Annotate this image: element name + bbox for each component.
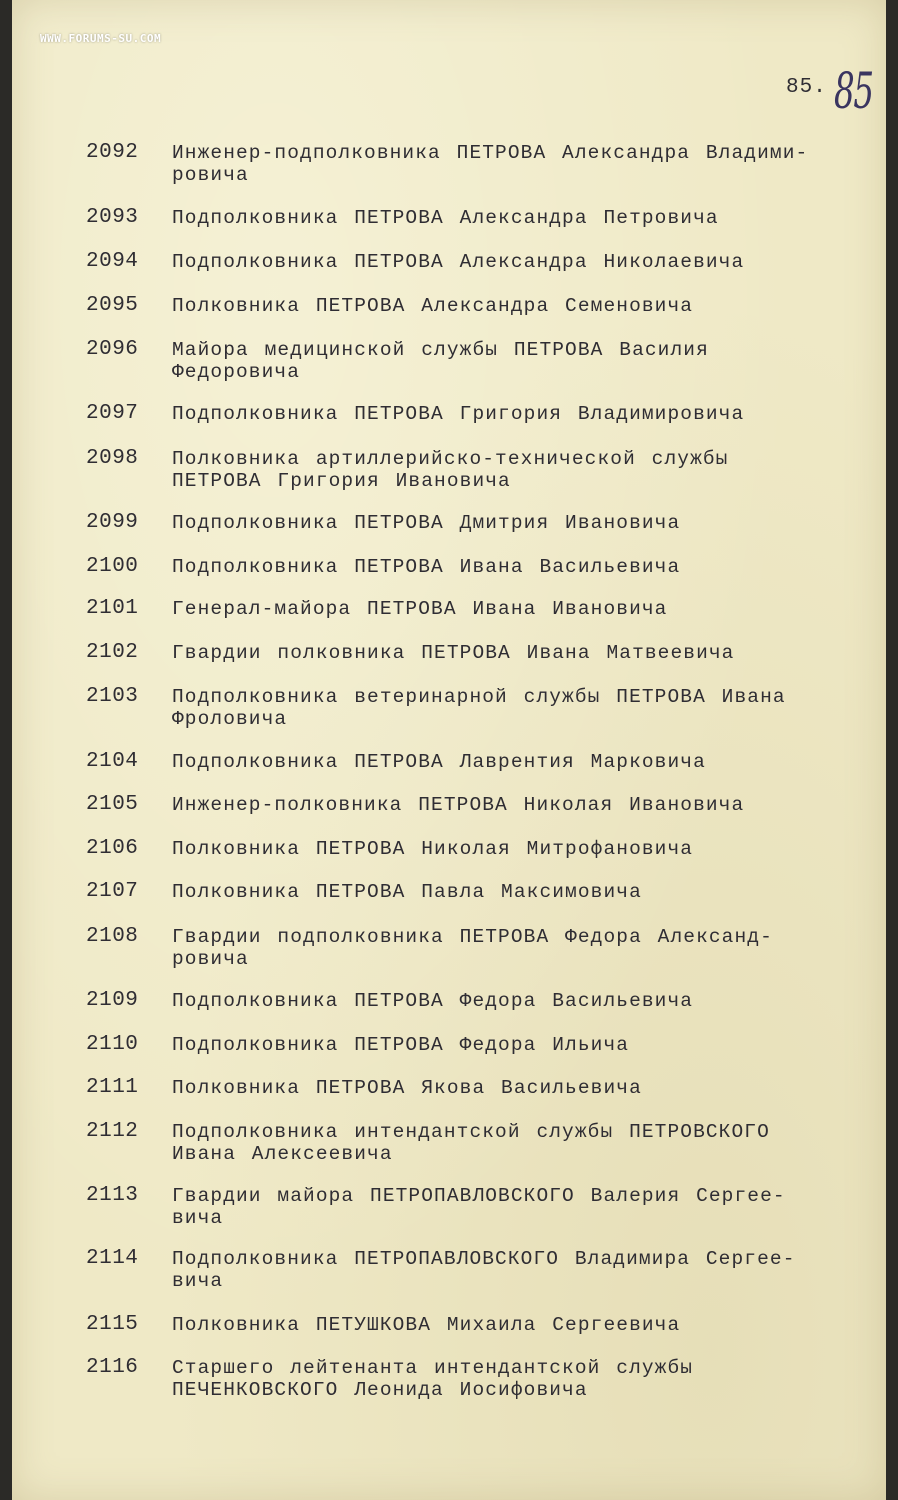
entry-number: 2116 [86, 1356, 139, 1379]
entry-line: Подполковника ПЕТРОВА Александра Петровича [172, 207, 719, 229]
entry-text [172, 1121, 890, 1165]
entry-number: 2106 [86, 837, 139, 860]
entry-number: 2112 [86, 1120, 139, 1143]
entry-line: Полковника ПЕТРОВА Александра Семеновича [172, 295, 694, 317]
entry-number: 2094 [86, 250, 139, 273]
entry-line: Подполковника ПЕТРОВА Лаврентия Марковича [172, 751, 706, 773]
entry-text [172, 295, 890, 317]
entry-text [172, 1314, 890, 1336]
page-number: 85. [786, 76, 827, 99]
entry-number: 2114 [86, 1247, 139, 1270]
entry-line: Фроловича [172, 708, 288, 730]
entry-text [172, 881, 890, 903]
entry-number: 2113 [86, 1184, 139, 1207]
entry-number: 2115 [86, 1313, 139, 1336]
entry-line: Полковника ПЕТРОВА Павла Максимовича [172, 881, 642, 903]
entry-line: Подполковника ПЕТРОВА Дмитрия Ивановича [172, 512, 681, 534]
entry-number: 2097 [86, 402, 139, 425]
entry-line: Старшего лейтенанта интендантской службы [172, 1357, 694, 1379]
entry-line: Ивана Алексеевича [172, 1143, 393, 1165]
entry-line: Инженер-полковника ПЕТРОВА Николая Ивановича [172, 794, 745, 816]
entry-line: Подполковника интендантской службы ПЕТРОВСКОГО [172, 1121, 770, 1143]
entry-number: 2101 [86, 597, 139, 620]
entry-text [172, 686, 890, 730]
entry-text [172, 556, 890, 578]
entry-line: Гвардии подполковника ПЕТРОВА Федора Александ- [172, 926, 773, 948]
entry-number: 2110 [86, 1033, 139, 1056]
entry-number: 2095 [86, 294, 139, 317]
entry-text [172, 990, 890, 1012]
entry-line: Генерал-майора ПЕТРОВА Ивана Ивановича [172, 598, 668, 620]
entry-line: ПЕТРОВА Григория Ивановича [172, 470, 511, 492]
entry-number: 2100 [86, 555, 139, 578]
entry-text [172, 251, 890, 273]
entry-text [172, 1034, 890, 1056]
entry-line: Подполковника ПЕТРОВА Федора Ильича [172, 1034, 630, 1056]
handwritten-page-number: 85 [834, 62, 873, 120]
entry-number: 2108 [86, 925, 139, 948]
entry-text [172, 339, 890, 383]
entry-text [172, 142, 890, 186]
entry-line: Полковника ПЕТРОВА Николая Митрофановича [172, 838, 694, 860]
entry-number: 2092 [86, 141, 139, 164]
entry-text [172, 794, 890, 816]
entry-number: 2109 [86, 989, 139, 1012]
entry-line: ровича [172, 948, 249, 970]
entry-line: Подполковника ПЕТРОВА Федора Васильевича [172, 990, 694, 1012]
entry-line: вича [172, 1207, 224, 1229]
entry-line: Гвардии полковника ПЕТРОВА Ивана Матвеевича [172, 642, 735, 664]
entry-line: Федоровича [172, 361, 301, 383]
entry-number: 2104 [86, 750, 139, 773]
entry-number: 2102 [86, 641, 139, 664]
entry-number: 2103 [86, 685, 139, 708]
entry-text [172, 1357, 890, 1401]
entry-text [172, 1185, 890, 1229]
entry-text [172, 512, 890, 534]
entry-number: 2093 [86, 206, 139, 229]
entry-line: вича [172, 1270, 224, 1292]
entry-line: ПЕЧЕНКОВСКОГО Леонида Иосифовича [172, 1379, 588, 1401]
entry-text [172, 1077, 890, 1099]
entry-line: Полковника артиллерийско-технической службы [172, 448, 729, 470]
entry-text [172, 751, 890, 773]
entry-text [172, 1248, 890, 1292]
entry-line: Полковника ПЕТУШКОВА Михаила Сергеевича [172, 1314, 681, 1336]
entry-text [172, 926, 890, 970]
entry-text [172, 207, 890, 229]
entry-line: ровича [172, 164, 249, 186]
entry-number: 2099 [86, 511, 139, 534]
entry-line: Подполковника ПЕТРОВА Григория Владимировича [172, 403, 745, 425]
entry-line: Подполковника ПЕТРОВА Ивана Васильевича [172, 556, 681, 578]
entry-text [172, 838, 890, 860]
entry-line: Полковника ПЕТРОВА Якова Васильевича [172, 1077, 642, 1099]
entry-text [172, 448, 890, 492]
entry-line: Гвардии майора ПЕТРОПАВЛОВСКОГО Валерия Сергее- [172, 1185, 786, 1207]
entry-number: 2098 [86, 447, 139, 470]
entry-number: 2096 [86, 338, 139, 361]
entry-text [172, 403, 890, 425]
watermark: WWW.FORUMS-SU.COM [40, 32, 162, 45]
entry-line: Подполковника ПЕТРОПАВЛОВСКОГО Владимира Сергее- [172, 1248, 796, 1270]
entry-number: 2111 [86, 1076, 139, 1099]
entry-number: 2105 [86, 793, 139, 816]
entry-line: Майора медицинской службы ПЕТРОВА Василия [172, 339, 709, 361]
entry-text [172, 642, 890, 664]
entry-line: Подполковника ветеринарной службы ПЕТРОВА Ивана [172, 686, 786, 708]
entry-line: Подполковника ПЕТРОВА Александра Николаевича [172, 251, 745, 273]
entry-line: Инженер-подполковника ПЕТРОВА Александра Владими- [172, 142, 809, 164]
entry-number: 2107 [86, 880, 139, 903]
entry-text [172, 598, 890, 620]
